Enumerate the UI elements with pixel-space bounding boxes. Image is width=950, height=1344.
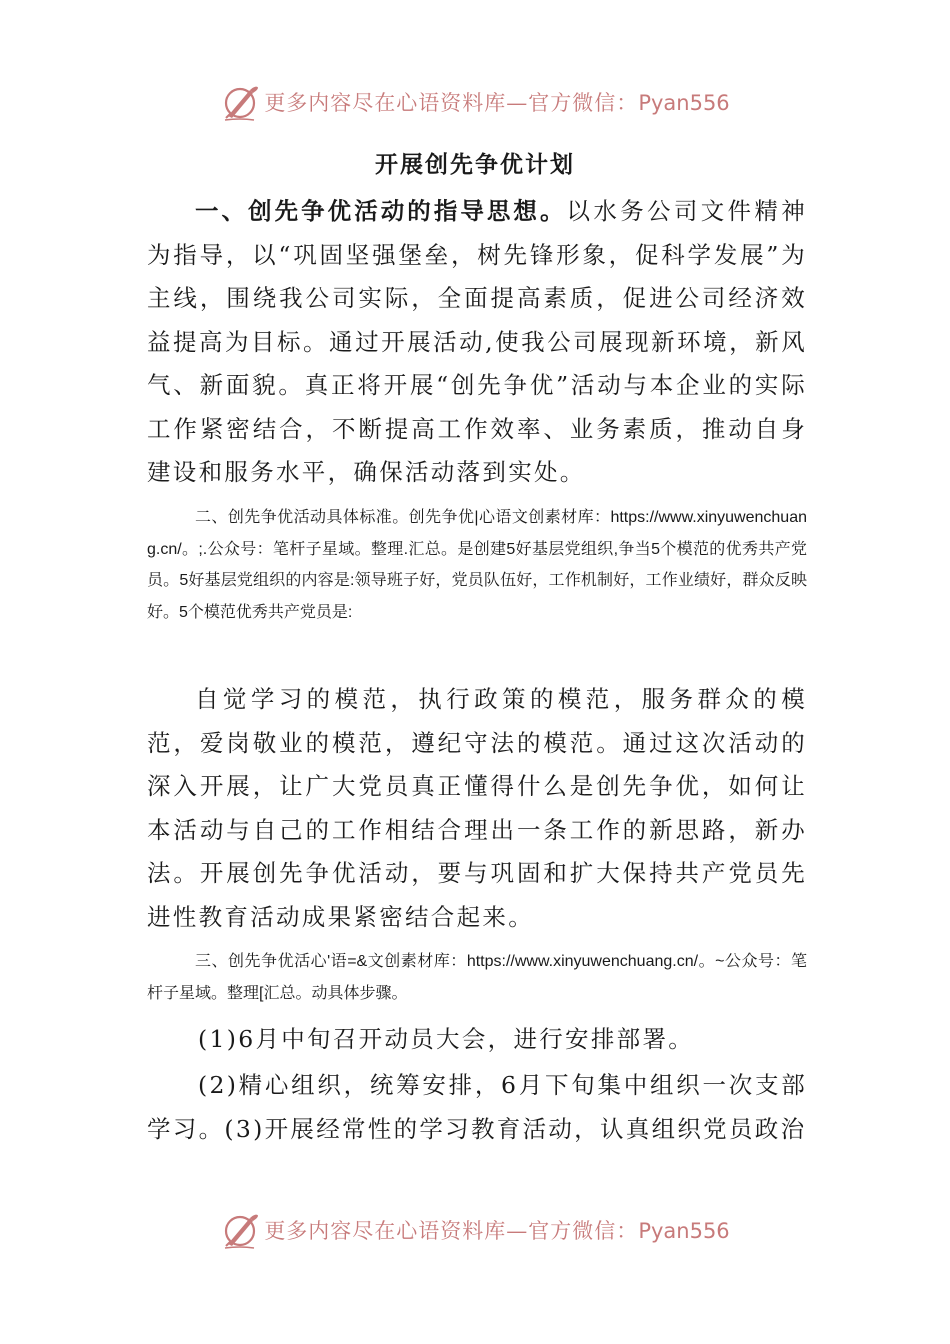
section-2-continued-paragraph: 自觉学习的模范，执行政策的模范，服务群众的模范，爱岗敬业的模范，遵纪守法的模范。通过这次活动的深入开展，让广大党员真正懂得什么是创先争优，如何让本活动与自己的工作相结合理出一条工作的新思路，新办法。开展创先争优活动，要与巩固和扩大保持共产党员先进性教育活动成果紧密结合起来。 (147, 685, 807, 931)
document-title: 开展创先争优计划 (375, 151, 575, 178)
header-banner (0, 80, 950, 124)
section-2-paragraph: 二、创先争优活动具体标准。创先争优|心语文创素材库：https://www.xinyuwenchuang.cn/。;.公众号：笔杆子星域。整理.汇总。是创建5好基层党组织,争当5个模范的优秀共产党员。5好基层党组织的内容是:领导班子好，党员队伍好，工作机制好，工作业绩好，群众反映好。5个模范优秀共产党员是: (147, 509, 807, 621)
quill-pen-circle-icon (220, 1210, 260, 1250)
banner-text: 更多内容尽在心语资料库—官方微信：Pyan556 (264, 1219, 730, 1243)
section-3-paragraph: 三、创先争优活心'语=&文创素材库：https://www.xinyuwenchuang.cn/。~公众号：笔杆子星域。整理[汇总。动具体步骤。 (147, 953, 807, 1002)
step-1-paragraph: (1)6月中旬召开动员大会，进行安排部署。 (198, 1025, 695, 1053)
section-1-body: 以水务公司文件精神为指导，以“巩固坚强堡垒，树先锋形象，促科学发展”为主线，围绕我公司实际，全面提高素质，促进公司经济效益提高为目标。通过开展活动,使我公司展现新环境，新风气、新面貌。真正将开展“创先争优”活动与本企业的实际工作紧密结合，不断提高工作效率、业务素质，推动自身建设和服务水平，确保活动落到实处。 (147, 197, 808, 486)
quill-pen-circle-icon (220, 82, 260, 122)
banner-text: 更多内容尽在心语资料库—官方微信：Pyan556 (264, 91, 730, 115)
step-2-paragraph: (2)精心组织，统筹安排，6月下旬集中组织一次支部学习。(3)开展经常性的学习教育活动，认真组织党员政治 (147, 1071, 807, 1143)
footer-banner (0, 1208, 950, 1252)
section-1-heading: 一、创先争优活动的指导思想。 (195, 197, 567, 225)
section-1-paragraph (147, 190, 807, 495)
